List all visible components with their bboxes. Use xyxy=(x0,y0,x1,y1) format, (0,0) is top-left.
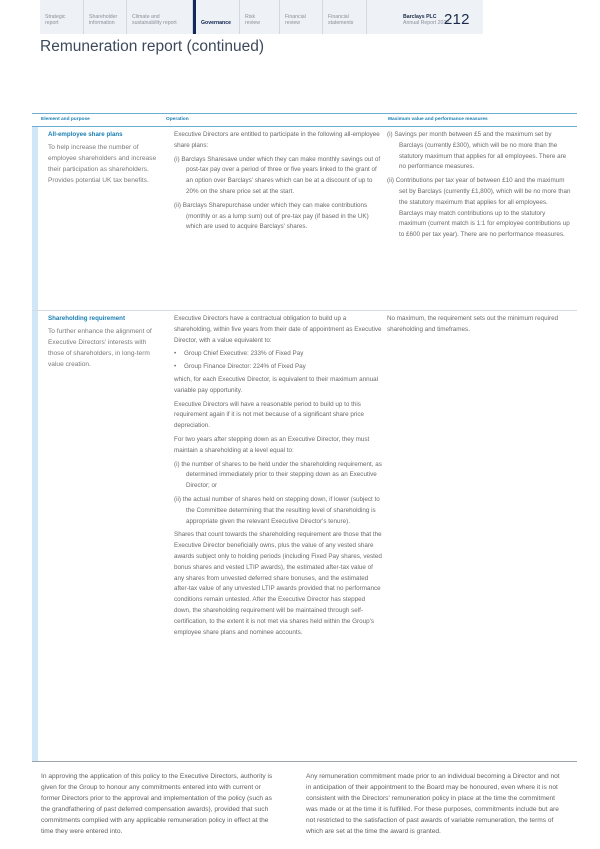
table-header xyxy=(32,113,577,127)
nav-label: Financial xyxy=(285,14,306,20)
brand xyxy=(403,14,449,27)
nav-label: Climate and xyxy=(132,14,160,20)
nav-tab-risk-review[interactable] xyxy=(240,0,280,34)
nav-tab-financial-statements[interactable] xyxy=(323,0,367,34)
nav-label: Financial xyxy=(328,14,349,20)
operation-intro: Executive Directors have a contractual obligation to build up a shareholding, within five years from their date of appointment as Executive Director, with a value equivalent to: xyxy=(174,315,382,344)
policy-table xyxy=(32,113,577,762)
bullet-item: • Group Finance Director: 224% of Fixed Pay xyxy=(174,362,382,373)
nav-tab-climate-sustainability[interactable] xyxy=(127,0,193,34)
nav-label: review xyxy=(285,20,300,27)
maximum-cell xyxy=(387,314,572,339)
element-title: Shareholding requirement xyxy=(48,315,126,322)
nav-label: Risk xyxy=(245,14,256,20)
maximum-item: (i) Savings per month between £5 and the maximum set by Barclays (currently £300), which will be no more than the statutory maximum that applies for all employees. There are no performance measures. xyxy=(387,131,567,171)
nav-tab-governance[interactable] xyxy=(193,0,240,34)
element-purpose: To help increase the number of employee shareholders and increase their participation as shareholders. Provides potential UK tax benefits. xyxy=(48,143,157,184)
nav-label: Strategic xyxy=(45,14,66,20)
operation-paragraph: Executive Directors will have a reasonable period to build up to this requirement again if it is not met because of a significant share price depreciation. xyxy=(174,400,365,430)
maximum-cell xyxy=(387,130,572,244)
maximum-text: No maximum, the requirement sets out the minimum required shareholding and timeframes. xyxy=(387,315,559,333)
column-header-operation: Operation xyxy=(166,117,189,122)
column-header-element: Element and purpose xyxy=(41,117,90,122)
operation-item: (ii) the actual number of shares held on stepping down, if lower (subject to the Committee determining that the resulting level of shareholding is appropriate given the relevant Executive Director's tenure). xyxy=(174,495,380,525)
operation-paragraph: which, for each Executive Director, is equivalent to their maximum annual variable pay opportunity. xyxy=(174,375,379,394)
brand-name: Barclays PLC xyxy=(403,14,437,20)
report-name: Annual Report 2022 xyxy=(403,20,450,27)
operation-cell xyxy=(174,130,382,236)
nav-tab-shareholder-information[interactable] xyxy=(84,0,127,34)
element-purpose: To further enhance the alignment of Executive Directors' interests with those of shareholders, in long-term value creation. xyxy=(48,327,152,368)
nav-label: review xyxy=(245,20,260,27)
maximum-item: (ii) Contributions per tax year of between £10 and the maximum set by Barclays (currently £1,800), which will be no more than the statutory maximum that applies for all employees. Barclays may match contributions up to the statutory maximum (current match is 1:1 for employee contributions up to £600 per tax year). There are no performance measures. xyxy=(387,177,571,239)
page-title: Remuneration report (continued) xyxy=(40,38,265,55)
nav-label: statements xyxy=(328,20,354,27)
operation-item: (i) the number of shares to be held under the shareholding requirement, as determined immediately prior to their stepping down as an Executive Director; or xyxy=(174,460,382,490)
operation-intro: Executive Directors are entitled to participate in the following all-employee share plans: xyxy=(174,131,380,149)
element-title: All-employee share plans xyxy=(48,131,123,138)
column-header-maximum: Maximum value and performance measures xyxy=(388,117,488,122)
nav-label: information xyxy=(89,20,115,27)
operation-cell xyxy=(174,314,382,641)
nav-label: sustainability report xyxy=(132,20,177,27)
row-accent-bar xyxy=(32,127,38,310)
row-accent-bar xyxy=(32,311,38,761)
nav-label: Shareholder xyxy=(89,14,118,20)
operation-paragraph: Shares that count towards the shareholding requirement are those that the Executive Director beneficially owns, plus the value of any vested share awards subject only to holding periods (including Fixed Pay shares, vested bonus shares and vested LTIP awards), the estimated after-tax value of any shares from unvested deferred share bonuses, and the estimated after-tax value of any unvested LTIP awards provided that no performance conditions remain untested. After the Executive Director has stepped down, the shareholding requirement will be maintained through self-certification, to the extent it is not met via shares held within the Group's employee share plans and nominee accounts. xyxy=(174,531,382,636)
operation-item: (ii) Barclays Sharepurchase under which they can make contributions (monthly or as a lump sum) out of pre-tax pay (if based in the UK) which are used to acquire Barclays' shares. xyxy=(174,201,369,231)
table-row xyxy=(32,127,577,311)
operation-paragraph: For two years after stepping down as an Executive Director, they must maintain a shareholding at a level equal to: xyxy=(174,435,370,454)
prior-commitments-paragraph: Any remuneration commitment made prior to an individual becoming a Director and not in anticipation of their appointment to the Board may be honoured, even where it is not consistent with the Directors' remuneration policy in place at the time the commitment was made or at the time it is fulfilled. For these purposes, commitments include but are not restricted to the satisfaction of past awards of variable remuneration, the terms of which are set at the time the award is granted. xyxy=(306,772,560,835)
page-number: 212 xyxy=(444,11,470,28)
operation-item: (i) Barclays Sharesave under which they can make monthly savings out of post-tax pay over a period of three or five years linked to the grant of an option over Barclays' shares which can be at a discount of up to 20% on the share price set at the start. xyxy=(174,155,381,195)
table-row xyxy=(32,311,577,762)
nav-tab-strategic-report[interactable] xyxy=(40,0,84,34)
nav-tab-financial-review[interactable] xyxy=(280,0,323,34)
element-cell xyxy=(48,130,160,186)
bullet-item: • Group Chief Executive: 233% of Fixed Pay xyxy=(174,349,382,360)
nav-label: Governance xyxy=(201,20,231,26)
element-cell xyxy=(48,314,160,370)
nav-label: report xyxy=(45,20,59,27)
policy-application-paragraph: In approving the application of this policy to the Executive Directors, authority is given for the Group to honour any commitments entered into with current or former Directors prior to the approval and implementation of the policy (such as the grandfathering of past deferred compensation awards), provided that such commitments complied with any applicable remuneration policy in effect at the time they were entered into. xyxy=(41,772,273,835)
